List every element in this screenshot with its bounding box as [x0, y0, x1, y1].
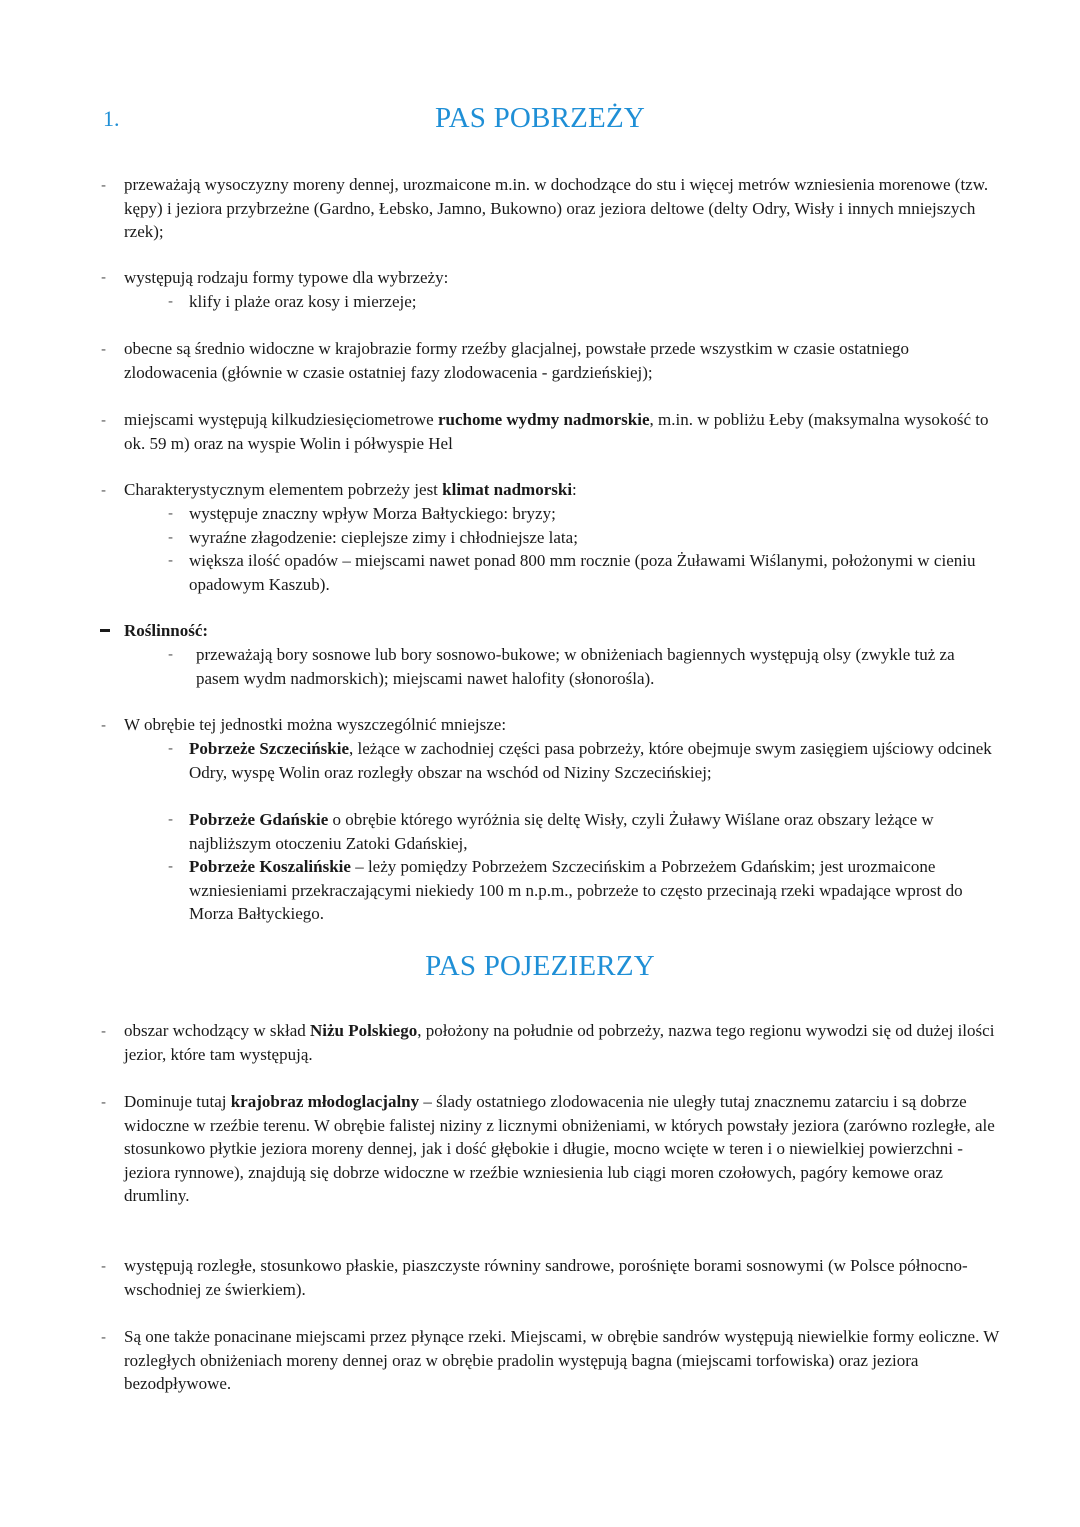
paragraph: występują rodzaju formy typowe dla wybrzeży: — [124, 268, 449, 287]
text: o obrębie którego wyróżnia się deltę Wisły, czyli Żuławy Wiślane oraz obszary leżące w najbliższym otoczeniu Zatoki Gdańskiej, — [189, 810, 934, 853]
text: Dominuje tutaj — [124, 1092, 231, 1111]
paragraph: obecne są średnio widoczne w krajobrazie formy rzeźby glacjalnej, powstałe przede wszystkim w czasie ostatniego zlodowacenia (głównie w czasie ostatniej fazy zlodowacenia - gardzieńskiej); — [124, 339, 909, 382]
paragraph: W obrębie tej jednostki można wyszczególnić mniejsze: — [124, 715, 507, 734]
sub-bullet-dash: - — [168, 551, 174, 569]
paragraph — [124, 1019, 1004, 1066]
bullet-dash: - — [101, 716, 107, 734]
text: – ślady ostatniego zlodowacenia nie uległy tutaj znacznemu zatarciu i są dobrze widoczne w rzeźbie terenu. W obrębie falistej niziny z licznymi obniżeniami, w których powstały jeziora (zarówno rozległe, ale stosunkowo płytkie jeziora moreny dennej, jak i dość głębokie i długie, mocno wcięte w teren i o niewielkiej powierzchni - jeziora rynnowe), znajdują się dobrze widoczne w rzeźbie wzniesienia lub ciągi moren czołowych, pagóry kemowe oraz drumliny. — [124, 1092, 995, 1205]
sub-bullet-dash: - — [168, 810, 174, 828]
bold-term: klimat nadmorski — [442, 480, 573, 499]
paragraph: przeważają wysoczyzny moreny dennej, urozmaicone m.in. w dochodzące do stu i więcej metrów wzniesienia morenowe (tzw. kępy) i jeziora przybrzeżne (Gardno, Łebsko, Jamno, Bukowno) oraz jeziora deltowe (delty Odry, Wisły i innych mniejszych rzek); — [124, 175, 989, 241]
sub-bullet-dash: - — [168, 645, 174, 663]
paragraph: występują rozległe, stosunkowo płaskie, piaszczyste równiny sandrowe, porośnięte borami sosnowymi (w Polsce północno-wschodniej ze świerkiem). — [124, 1256, 968, 1299]
bullet-dash: - — [101, 1093, 107, 1111]
sub-bullet-dash: - — [168, 739, 174, 757]
text: : — [572, 480, 577, 499]
sub-paragraph: większa ilość opadów – miejscami nawet ponad 800 mm rocznie (poza Żuławami Wiślanymi, położonymi w cieniu opadowym Kaszub). — [189, 551, 976, 594]
bullet-dash: - — [101, 340, 107, 358]
sub-paragraph — [189, 737, 994, 784]
sub-bullet-dash: - — [168, 528, 174, 546]
bold-term: Roślinność: — [124, 621, 209, 640]
paragraph: Są one także ponacinane miejscami przez płynące rzeki. Miejscami, w obrębie sandrów występują niewielkie formy eoliczne. W rozległych obniżeniach moreny dennej oraz w obrębie pradolin występują bagna (miejscami torfowiska) oraz jeziora bezodpływowe. — [124, 1327, 1000, 1393]
sub-bullet-dash: - — [168, 292, 174, 310]
section-number: 1. — [103, 106, 120, 131]
sub-paragraph: wyraźne złagodzenie: cieplejsze zimy i chłodniejsze lata; — [189, 528, 578, 547]
paragraph — [124, 619, 1004, 643]
bold-term: Pobrzeże Gdańskie — [189, 810, 329, 829]
bullet-dash-bold — [100, 629, 110, 632]
text: , leżące w zachodniej części pasa pobrzeży, które obejmuje swym zasięgiem ujściowy odcinek Odry, wyspę Wolin oraz rozległy obszar na wschód od Niziny Szczecińskiej; — [189, 739, 992, 782]
sub-paragraph — [189, 808, 994, 855]
paragraph — [124, 478, 1004, 502]
sub-bullet-dash: - — [168, 504, 174, 522]
section-title-pojezierzy: PAS POJEZIERZY — [425, 950, 655, 982]
bullet-dash: - — [101, 1022, 107, 1040]
text: , położony na południe od pobrzeży, nazwa tego regionu wywodzi się od dużej ilości jezior, które tam występują. — [124, 1021, 995, 1064]
sub-paragraph: występuje znaczny wpływ Morza Bałtyckiego: bryzy; — [189, 504, 556, 523]
bold-term: ruchome wydmy nadmorskie — [437, 410, 650, 429]
text: miejscami występują kilkudziesięciometrowe — [124, 410, 438, 429]
bullet-dash: - — [101, 481, 107, 499]
sub-paragraph — [189, 855, 994, 926]
bullet-dash: - — [101, 268, 107, 286]
bold-term: Pobrzeże Koszalińskie — [189, 857, 351, 876]
bold-term: krajobraz młodoglacjalny — [230, 1092, 420, 1111]
bullet-dash: - — [101, 176, 107, 194]
text: Charakterystycznym elementem pobrzeży jest — [124, 480, 443, 499]
sub-paragraph: przeważają bory sosnowe lub bory sosnowo-bukowe; w obniżeniach bagiennych występują olsy (zwykle tuż za pasem wydm nadmorskich); miejscami nawet halofity (słonorośla). — [196, 645, 955, 688]
bold-term: Pobrzeże Szczecińskie — [189, 739, 350, 758]
sub-paragraph: klify i plaże oraz kosy i mierzeje; — [189, 292, 417, 311]
paragraph — [124, 1090, 1004, 1208]
text: , m.in. w pobliżu Łeby (maksymalna wysokość to ok. 59 m) oraz na wyspie Wolin i półwyspie Hel — [124, 410, 989, 453]
bullet-dash: - — [101, 1328, 107, 1346]
bullet-dash: - — [101, 1257, 107, 1275]
section-title-pobrzezy: PAS POBRZEŻY — [434, 102, 646, 134]
paragraph — [124, 408, 1004, 455]
sub-bullet-dash: - — [168, 857, 174, 875]
text: – leży pomiędzy Pobrzeżem Szczecińskim a Pobrzeżem Gdańskim; jest urozmaicone wzniesieniami przekraczającymi niekiedy 100 m n.p.m., pobrzeże to często przecinają rzeki wpadające wprost do Morza Bałtyckiego. — [189, 857, 963, 923]
bullet-dash: - — [101, 411, 107, 429]
text: obszar wchodzący w skład — [124, 1021, 310, 1040]
bold-term: Niżu Polskiego — [310, 1021, 418, 1040]
